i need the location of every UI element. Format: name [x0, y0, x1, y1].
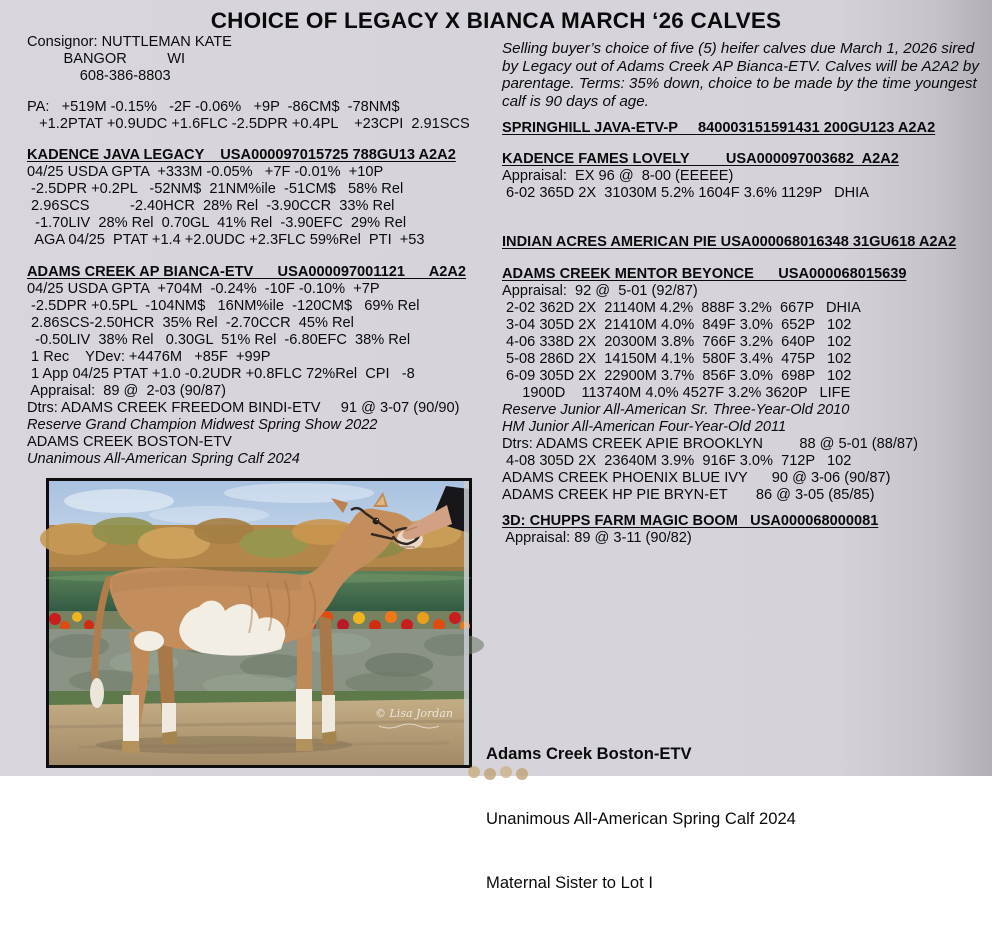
daughter-name-line: ADAMS CREEK HP PIE BRYN-ET 86 @ 3-05 (85/85): [502, 487, 875, 503]
photo-caption: [486, 700, 796, 937]
ground: [49, 691, 469, 765]
show-award-line: Reserve Junior All-American Sr. Three-Year-Old 2010: [502, 402, 850, 418]
animal-header: INDIAN ACRES AMERICAN PIE USA000068016348 31GU618 A2A2: [502, 234, 957, 250]
granddam-block-kadence-fames-lovely: [502, 151, 899, 202]
dam-block-adams-creek-ap-bianca: [27, 264, 466, 468]
calf-photo-illustration: [49, 481, 469, 765]
page-title: CHOICE OF LEGACY X BIANCA MARCH ‘26 CALVES: [210, 8, 782, 33]
sire-block-indian-acres-american-pie: [502, 234, 956, 251]
appraisal-line: Appraisal: 89 @ 2-03 (90/87): [27, 383, 226, 399]
show-award-line: Unanimous All-American Spring Calf 2024: [27, 451, 300, 467]
consignor-phone: 608-386-8803: [27, 68, 171, 84]
consignor-city: BANGOR WI: [27, 51, 186, 67]
daughters-line: Dtrs: ADAMS CREEK APIE BROOKLYN 88 @ 5-01 (88/87): [502, 436, 919, 452]
gpta-line: 04/25 USDA GPTA +333M -0.05% +7F -0.01% +10P: [27, 164, 384, 180]
lactation-record-line: 6-09 305D 2X 22900M 3.7% 856F 3.0% 698P 102: [502, 368, 852, 384]
animal-header: ADAMS CREEK MENTOR BEYONCE USA000068015639: [502, 266, 907, 282]
third-dam-block-chupps-farm-magic-boom: [502, 513, 878, 547]
calf-photo: [46, 478, 472, 768]
lactation-record-line: 2-02 362D 2X 21140M 4.2% 888F 3.2% 667P DHIA: [502, 300, 861, 316]
lifetime-record-line: 1900D 113740M 4.0% 4527F 3.2% 3620P LIFE: [502, 385, 851, 401]
lactation-record-line: 6-02 365D 2X 31030M 5.2% 1604F 3.6% 1129P DHIA: [502, 185, 869, 201]
sire-dam-block-kadence-java-legacy: [27, 147, 456, 249]
next-photo-cutoff: [462, 762, 552, 776]
ydev-line: 1 Rec YDev: +4476M +85F +99P: [27, 349, 271, 365]
gpta-line: 2.86SCS-2.50HCR 35% Rel -2.70CCR 45% Rel: [27, 315, 354, 331]
daughter-name-line: ADAMS CREEK PHOENIX BLUE IVY 90 @ 3-06 (90/87): [502, 470, 891, 486]
gpta-line: -2.5DPR +0.5PL -104NM$ 16NM%ile -120CM$ 69% Rel: [27, 298, 420, 314]
lactation-record-line: 3-04 305D 2X 21410M 4.0% 849F 3.0% 652P 102: [502, 317, 852, 333]
appraisal-line: Appraisal: 89 @ 3-11 (90/82): [502, 530, 692, 546]
photo-edge-strip: [464, 481, 469, 765]
animal-header: KADENCE JAVA LEGACY USA000097015725 788GU13 A2A2: [27, 147, 456, 163]
sale-terms-line: calf is 90 days of age.: [502, 92, 649, 110]
gpta-line: -0.50LIV 38% Rel 0.30GL 51% Rel -6.80EFC 38% Rel: [27, 332, 411, 348]
animal-header: SPRINGHILL JAVA-ETV-P 840003151591431 200GU123 A2A2: [502, 120, 936, 136]
sale-terms-paragraph: [502, 40, 979, 110]
show-award-line: Reserve Grand Champion Midwest Spring Show 2022: [27, 417, 378, 433]
parent-average-block: [27, 99, 470, 133]
animal-header: ADAMS CREEK AP BIANCA-ETV USA000097001121 A2A2: [27, 264, 467, 280]
sale-terms-line: by Legacy out of Adams Creek AP Bianca-ETV. Calves will be A2A2 by: [502, 57, 979, 75]
consignor-block: [27, 34, 232, 85]
pa-line: +1.2PTAT +0.9UDC +1.6FLC -2.5DPR +0.4PL +23CPI 2.91SCS: [27, 116, 470, 132]
granddam-block-adams-creek-mentor-beyonce: [502, 266, 918, 504]
appraisal-line: Appraisal: EX 96 @ 8-00 (EEEEE): [502, 168, 734, 184]
appraisal-line: Appraisal: 92 @ 5-01 (92/87): [502, 283, 698, 299]
svg-text:© Lisa Jordan: © Lisa Jordan: [375, 707, 453, 720]
gpta-line: -2.5DPR +0.2PL -52NM$ 21NM%ile -51CM$ 58% Rel: [27, 181, 404, 197]
caption-relation-line: Maternal Sister to Lot I: [486, 873, 653, 892]
gpta-line: AGA 04/25 PTAT +1.4 +2.0UDC +2.3FLC 59%Rel PTI +53: [27, 232, 425, 248]
lactation-record-line: 5-08 286D 2X 14150M 4.1% 580F 3.4% 475P 102: [502, 351, 852, 367]
gpta-line: 04/25 USDA GPTA +704M -0.24% -10F -0.10% +7P: [27, 281, 380, 297]
pa-line: PA: +519M -0.15% -2F -0.06% +9P -86CM$ -78NM$: [27, 99, 400, 115]
sale-terms-line: Selling buyer’s choice of five (5) heifer calves due March 1, 2026 sired: [502, 40, 975, 57]
sale-terms-line: parentage. Terms: 35% down, choice to be made by the time youngest: [502, 75, 977, 92]
animal-header: KADENCE FAMES LOVELY USA000097003682 A2A2: [502, 151, 899, 167]
daughters-line: Dtrs: ADAMS CREEK FREEDOM BINDI-ETV 91 @ 3-07 (90/90): [27, 400, 460, 416]
gpta-line: -1.70LIV 28% Rel 0.70GL 41% Rel -3.90EFC 29% Rel: [27, 215, 407, 231]
caption-award-line: Unanimous All-American Spring Calf 2024: [486, 808, 796, 828]
daughter-name-line: ADAMS CREEK BOSTON-ETV: [27, 434, 232, 450]
caption-animal-name: Adams Creek Boston-ETV: [486, 744, 692, 763]
gpta-line: 2.96SCS -2.40HCR 28% Rel -3.90CCR 33% Rel: [27, 198, 395, 214]
lactation-record-line: 4-06 338D 2X 20300M 3.8% 766F 3.2% 640P 102: [502, 334, 852, 350]
show-award-line: HM Junior All-American Four-Year-Old 2011: [502, 419, 787, 435]
lactation-record-line: 4-08 305D 2X 23640M 3.9% 916F 3.0% 712P 102: [502, 453, 852, 469]
ptat-line: 1 App 04/25 PTAT +1.0 -0.2UDR +0.8FLC 72%Rel CPI -8: [27, 366, 415, 382]
consignor-name: Consignor: NUTTLEMAN KATE: [27, 34, 232, 50]
animal-header: 3D: CHUPPS FARM MAGIC BOOM USA000068000081: [502, 513, 879, 529]
sire-block-springhill-java: [502, 120, 935, 137]
